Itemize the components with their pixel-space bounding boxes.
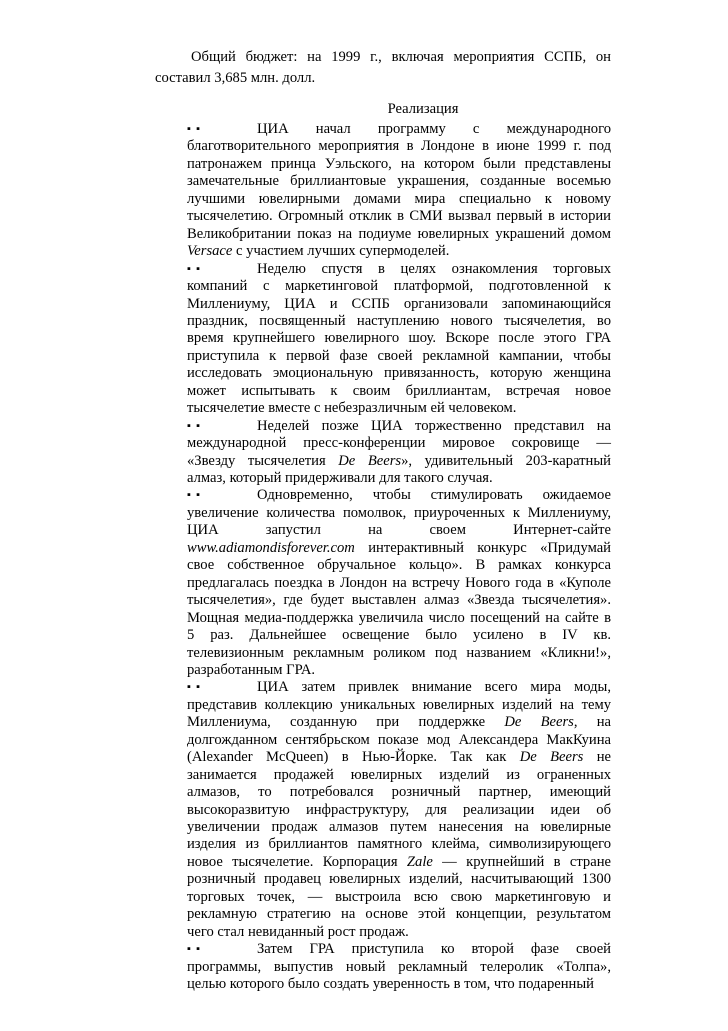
bullet-text: Одновременно, чтобы стимулировать ожидаемое xyxy=(257,487,611,504)
body-line xyxy=(187,487,611,504)
body-line: торговых точек, — выстроила всю свою маркетинговую и xyxy=(187,888,611,905)
intro-line: составил 3,685 млн. долл. xyxy=(155,70,316,86)
body-line: www.adiamondisforever.com интерактивный конкурс «Придумай xyxy=(187,539,611,556)
body-line: увеличение количества помолвок, приуроченных к Миллениуму, xyxy=(187,504,611,521)
body-line: долгожданном сентябрьском показе мод Александера МакКуина xyxy=(187,731,611,748)
bullet-text: ЦИА начал программу с международного xyxy=(257,121,611,137)
body-line: может испытывать к своим бриллиантам, встречая новое xyxy=(187,382,611,399)
body-line: Мощная медиа-поддержка увеличила число посещений на сайте в xyxy=(187,609,611,626)
bullet-icon: ▪▪ xyxy=(187,123,199,135)
body-line: патронажем принца Уэльского, на котором были представлены xyxy=(187,155,611,172)
bullet-icon: ▪▪ xyxy=(187,419,199,432)
intro-line: Общий бюджет: на 1999 г., включая мероприятия ССПБ, он xyxy=(191,49,611,65)
body-line: новое тысячелетие. Корпорация Zale — крупнейший в стране xyxy=(187,853,611,870)
body-line: компаний с маркетинговой платформой, подготовленной к xyxy=(187,278,611,295)
body-line: увеличении продаж алмазов путем нанесения на ювелирные xyxy=(187,819,611,835)
body-line: розничный продавец ювелирных изделий, насчитывающий 1300 xyxy=(187,871,611,888)
body-line: исследовать эмоциональную привязанность, которую женщина xyxy=(187,365,611,382)
body-line: высокоразвитую инфраструктуру, для реализации идеи об xyxy=(187,801,611,818)
body-line: занимается продажей ювелирных изделий из ограненных xyxy=(187,766,611,783)
body-line: замечательные бриллиантовые украшения, созданные восемью xyxy=(187,173,611,190)
body-line: 5 раз. Дальнейшее освещение было усилено в IV кв. xyxy=(187,627,611,644)
body-line xyxy=(187,121,611,138)
body-line: свое собственное обручальное кольцо». В рамках конкурса xyxy=(187,557,611,574)
body-line: ЦИА запустил на своем Интернет-сайте xyxy=(187,522,611,539)
body-line: разработанным ГРА. xyxy=(187,661,316,678)
body-line xyxy=(187,418,611,435)
bullet-text: ЦИА затем привлек внимание всего мира моды, xyxy=(257,679,611,696)
body-line: лучшими ювелирными домами мира специально к новому xyxy=(187,190,611,207)
body-line: праздник, посвященный наступлению нового тысячелетия, во xyxy=(187,312,611,329)
body-line: представив коллекцию уникальных ювелирных изделий на тему xyxy=(187,696,611,713)
body-line: изделия из бриллиантов памятного клейма, символизирующего xyxy=(187,836,611,853)
body-line: благотворительного мероприятия в Лондоне в июне 1999 г. под xyxy=(187,138,611,155)
body-line xyxy=(187,941,611,958)
body-line: телевизионным рекламным роликом под названием «Кликни!», xyxy=(187,644,611,661)
body-line: приступила к первой фазе своей рекламной кампании, чтобы xyxy=(187,347,611,364)
body-line: алмазов, то потребовался розничный партнер, имеющий xyxy=(187,784,611,801)
body-line: (Alexander McQueen) в Нью-Йорке. Так как De Beers не xyxy=(187,749,611,766)
body-line xyxy=(187,261,611,278)
body-line: тысячелетию. Огромный отклик в СМИ вызвал первый в истории xyxy=(187,208,611,225)
bullet-text: Затем ГРА приступила ко второй фазе своей xyxy=(257,941,611,958)
body-line: тысячелетие вместе с небезразличным ей человеком. xyxy=(187,400,517,417)
body-line: Великобритании показ на подиуме ювелирных украшений домом xyxy=(187,225,611,242)
bullet-icon: ▪▪ xyxy=(187,681,199,694)
body-line: алмаз, который придерживали для такого случая. xyxy=(187,470,493,486)
body-line: «Звезду тысячелетия De Beers», удивительный 203-каратный xyxy=(187,452,611,469)
body-line: время крупнейшего ювелирного шоу. Вскоре после этого ГРА xyxy=(187,330,611,347)
body-line: чего стал невиданный рост продаж. xyxy=(187,923,409,940)
bullet-icon: ▪▪ xyxy=(187,489,199,502)
body-line: тысячелетия», где будет выставлен алмаз «Звезда тысячелетия». xyxy=(187,592,611,609)
bullet-text: Неделю спустя в целях ознакомления торговых xyxy=(257,260,611,277)
body-line: Миллениума, созданную при поддержке De Beers, на xyxy=(187,714,611,731)
bullet-icon: ▪▪ xyxy=(187,262,199,275)
section-heading: Реализация xyxy=(387,101,459,117)
body-line xyxy=(187,679,611,696)
body-line: Миллениуму, ЦИА и ССПБ организовали запоминающийся xyxy=(187,295,611,312)
body-line: международной пресс-конференции мировое сокровище — xyxy=(187,435,611,452)
body-line: целью которого было создать уверенность в том, что подаренный xyxy=(187,976,594,993)
bullet-text: Неделей позже ЦИА торжественно представил на xyxy=(257,417,611,434)
body-line: Versace с участием лучших супермоделей. xyxy=(187,243,450,260)
body-line: предлагалась поездка в Лондон на встречу Нового года в «Куполе xyxy=(187,574,611,591)
bullet-icon: ▪▪ xyxy=(187,943,199,956)
body-line: рекламную стратегию на основе этой концепции, результатом xyxy=(187,906,611,923)
body-line: программы, выпустив новый рекламный телеролик «Толпа», xyxy=(187,958,611,975)
